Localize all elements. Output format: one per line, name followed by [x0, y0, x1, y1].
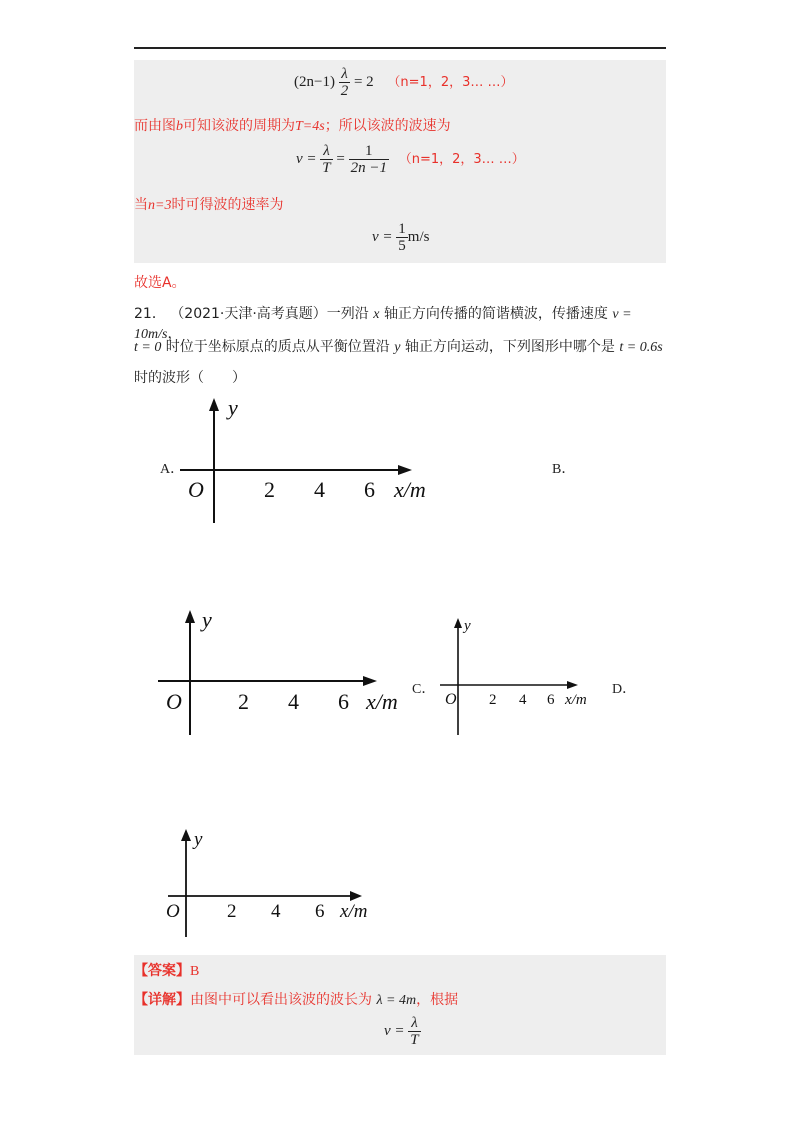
option-b-label: B． [552, 462, 576, 477]
graph-a [180, 395, 440, 530]
graph-b-x-label: x/m [366, 689, 398, 714]
eq2-den1: T [322, 160, 331, 176]
explain-tail: ，根据 [416, 992, 459, 1008]
eq1-rhs: = 2 [353, 73, 374, 90]
question-x: x [373, 307, 380, 322]
eq2-num1: λ [320, 143, 332, 160]
graph-a-tick-6: 6 [364, 477, 375, 502]
answer-line [134, 960, 199, 980]
graph-a-y-arrow [209, 398, 219, 411]
question-y: y [394, 340, 401, 355]
eq3-den: 5 [398, 238, 406, 254]
graph-d-tick-4: 4 [271, 901, 281, 922]
eq3-lhs: v = [372, 228, 393, 245]
question-speed: v = 10m/s [134, 307, 632, 342]
explain-eq-den: T [410, 1032, 419, 1048]
graph-c-x-arrow [567, 681, 578, 689]
graph-b-tick-6: 6 [338, 689, 349, 714]
period-value: T=4s [295, 119, 325, 134]
question-time: t = 0.6s [619, 340, 663, 355]
graph-c-origin: O [445, 691, 457, 708]
graph-b-tick-2: 2 [238, 689, 249, 714]
option-a-label: A． [160, 462, 185, 477]
graph-a-origin: O [188, 477, 204, 502]
graph-d-x-arrow [350, 891, 362, 901]
graph-a-tick-2: 2 [264, 477, 275, 502]
graph-a-x-arrow [398, 465, 412, 475]
question-number: 21． [134, 306, 166, 322]
question-t0: t = 0 [134, 340, 162, 355]
graph-c [440, 615, 600, 740]
graph-b [158, 605, 413, 740]
eq2-equals: = [336, 150, 345, 167]
eq1-condition: （n=1，2，3… …） [387, 74, 514, 90]
graph-a-tick-4: 4 [314, 477, 325, 502]
graph-b-origin: O [166, 689, 182, 714]
graph-d-x-label: x/m [340, 901, 368, 922]
eq1-den: 2 [340, 83, 349, 99]
period-text-b: b [176, 119, 183, 134]
graph-d-y-arrow [181, 829, 191, 841]
eq2-num2: 1 [349, 143, 389, 160]
option-d-label: D． [612, 682, 637, 697]
graph-d [160, 825, 390, 945]
graph-c-x-label: x/m [565, 692, 587, 708]
equation-2 [296, 143, 525, 176]
period-line [134, 115, 451, 135]
answer-choice: 故选A。 [134, 275, 186, 291]
question-part3: 时位于坐标原点的质点从平衡位置沿 [165, 339, 390, 355]
graph-d-y-label: y [194, 829, 203, 850]
n3-line [134, 194, 283, 214]
answer-label: 【答案】 [134, 963, 190, 979]
question-line-1: 21． （2021·天津·高考真题）一列沿 x 轴正方向传播的简谐横波，传播速度 v = 10m/s， [134, 306, 632, 342]
period-text-c: 可知该波的周期为 [183, 118, 295, 134]
explain-label: 【详解】 [134, 992, 190, 1008]
graph-d-tick-2: 2 [227, 901, 237, 922]
graph-b-x-arrow [363, 676, 377, 686]
question-part2: 轴正方向传播的简谐横波，传播速度 [383, 306, 608, 322]
header-rule [134, 47, 666, 49]
graph-c-tick-4: 4 [519, 692, 527, 708]
equation-1 [294, 66, 514, 99]
n3-text-a: 当 [134, 197, 148, 213]
eq1-num: λ [339, 66, 351, 83]
answer-value: B [190, 964, 200, 979]
period-text-e: ；所以该波的波速为 [324, 118, 451, 134]
question-source: （2021·天津·高考真题）一列沿 [170, 306, 369, 322]
graph-d-origin: O [166, 901, 180, 922]
graph-d-tick-6: 6 [315, 901, 325, 922]
graph-b-tick-4: 4 [288, 689, 299, 714]
eq3-num: 1 [398, 221, 406, 237]
equation-3 [372, 221, 429, 254]
question-line-3: 时的波形（ ） [134, 370, 246, 386]
eq3-unit: m/s [407, 228, 430, 245]
eq2-condition: （n=1，2，3… …） [398, 151, 525, 167]
graph-a-y-label: y [228, 395, 238, 420]
question-line-2 [134, 336, 674, 356]
eq1-lhs: (2n−1) [294, 73, 335, 90]
graph-b-y-label: y [202, 607, 212, 632]
question-part4: 轴正方向运动，下列图形中哪个是 [404, 339, 615, 355]
eq2-lhs: v = [296, 150, 317, 167]
n3-text-c: 时可得波的速率为 [171, 197, 284, 213]
period-text-a: 而由图 [134, 118, 176, 134]
explain-eq-num: λ [408, 1015, 420, 1032]
graph-b-y-arrow [185, 610, 195, 623]
explain-lambda: λ = 4m [376, 993, 417, 1008]
graph-a-x-label: x/m [394, 477, 426, 502]
graph-c-tick-6: 6 [547, 692, 555, 708]
option-c-label: C． [412, 682, 436, 697]
graph-c-y-arrow [454, 618, 462, 628]
graph-c-y-label: y [464, 618, 471, 634]
graph-c-tick-2: 2 [489, 692, 497, 708]
explain-equation [384, 1015, 421, 1048]
eq2-den2: 2n −1 [350, 160, 387, 176]
explain-text: 由图中可以看出该波的波长为 [190, 992, 372, 1008]
explain-line [134, 989, 458, 1009]
explain-eq-lhs: v = [384, 1022, 405, 1039]
n3-value: n=3 [148, 198, 172, 213]
